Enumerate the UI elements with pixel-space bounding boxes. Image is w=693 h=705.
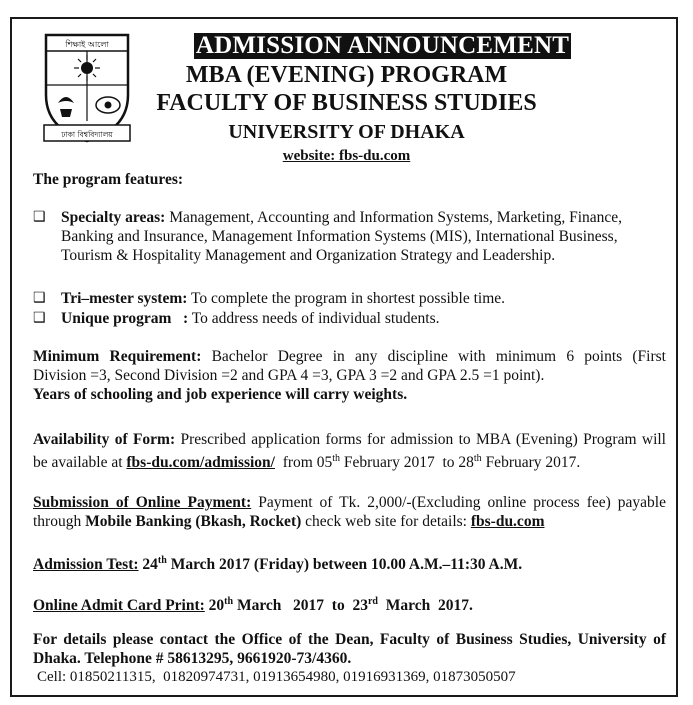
- specialty-line3: Tourism & Hospitality Management and Organization Strategy and Leadership.: [61, 247, 556, 264]
- contact-line1: For details please contact the Office of the Dean, Faculty of Business Studies, University of: [33, 631, 666, 648]
- requirement-line3: Years of schooling and job experience will carry weights.: [33, 386, 408, 403]
- logo-university-name: ঢাকা বিশ্ববিদ্যালয়: [61, 130, 113, 139]
- unique-text: To address needs of individual students.: [188, 310, 440, 327]
- availability-label: Availability of Form:: [33, 431, 176, 448]
- trimester-label: Tri–mester system:: [61, 290, 188, 307]
- ordinal-suffix: th: [332, 453, 341, 464]
- availability-text: from 05: [274, 454, 333, 472]
- unique-label: Unique program :: [61, 310, 189, 327]
- requirement-line1: Bachelor Degree in any discipline with minimum 6 points (First: [201, 348, 666, 365]
- features-heading: The program features:: [33, 171, 184, 188]
- contact-line2: Dhaka. Telephone # 58613295, 9661920-73/4360.: [33, 650, 352, 667]
- specialty-line1: Management, Accounting and Information Systems, Marketing, Finance,: [165, 209, 623, 226]
- admit-label: Online Admit Card Print:: [33, 597, 205, 615]
- availability-text: February 2017.: [481, 454, 581, 472]
- admission-test: [33, 551, 666, 574]
- availability-of-form: [33, 430, 666, 472]
- ordinal-suffix: th: [157, 555, 167, 566]
- admission-form-link[interactable]: fbs-du.com/admission/: [126, 454, 275, 472]
- requirement-line2: Division =3, Second Division =2 and GPA 4 =3, GPA 3 =2 and GPA 2.5 =1 point).: [33, 367, 545, 384]
- details-site-link[interactable]: fbs-du.com: [470, 513, 545, 530]
- admit-card-print: [33, 592, 666, 615]
- university-logo: [42, 33, 132, 145]
- availability-text: February 2017 to 28: [340, 454, 474, 472]
- program-title: MBA (EVENING) PROGRAM: [185, 62, 508, 88]
- checkbox-bullet-icon: ❑: [33, 210, 46, 225]
- admit-date: March 2017.: [377, 597, 473, 615]
- test-label: Admission Test:: [33, 556, 139, 574]
- payment-label: Submission of Online Payment:: [33, 494, 252, 511]
- minimum-requirement: [33, 347, 666, 404]
- trimester-text: To complete the program in shortest possible time.: [187, 290, 506, 307]
- logo-motto: শিক্ষাই আলো: [65, 40, 109, 49]
- specialty-label: Specialty areas:: [61, 209, 166, 226]
- admit-date: March 2017 to 23: [233, 597, 368, 615]
- ordinal-suffix: th: [224, 596, 234, 607]
- admit-date: 20: [204, 597, 225, 615]
- trimester-system: [61, 289, 661, 308]
- test-date: 24: [138, 556, 158, 574]
- specialty-areas: [61, 208, 661, 265]
- payment-text: check web site for details:: [301, 513, 471, 530]
- availability-text: be available at: [33, 454, 127, 472]
- checkbox-bullet-icon: ❑: [33, 311, 46, 326]
- checkbox-bullet-icon: ❑: [33, 291, 46, 306]
- ordinal-suffix: rd: [367, 596, 378, 607]
- payment-line1: Payment of Tk. 2,000/-(Excluding online process fee) payable: [251, 494, 666, 511]
- contact-details: [33, 630, 666, 668]
- test-time: March 2017 (Friday) between 10.00 A.M.–11:30 A.M.: [166, 556, 523, 574]
- announcement-banner: ADMISSION ANNOUNCEMENT: [195, 32, 570, 59]
- ordinal-suffix: th: [473, 453, 482, 464]
- payment-text: through: [33, 513, 86, 530]
- requirement-label: Minimum Requirement:: [33, 348, 202, 365]
- university-title: UNIVERSITY OF DHAKA: [228, 121, 465, 143]
- mobile-banking: Mobile Banking (Bkash, Rocket): [85, 513, 302, 530]
- online-payment: [33, 493, 666, 531]
- website-link[interactable]: website: fbs-du.com: [282, 148, 411, 164]
- unique-program: [61, 309, 661, 328]
- specialty-line2: Banking and Insurance, Management Information Systems (MIS), International Business,: [61, 228, 618, 245]
- availability-line1: Prescribed application forms for admission to MBA (Evening) Program will: [175, 431, 666, 448]
- cell-numbers: Cell: 01850211315, 01820974731, 01913654980, 01916931369, 01873050507: [37, 669, 516, 685]
- faculty-title: FACULTY OF BUSINESS STUDIES: [156, 90, 537, 116]
